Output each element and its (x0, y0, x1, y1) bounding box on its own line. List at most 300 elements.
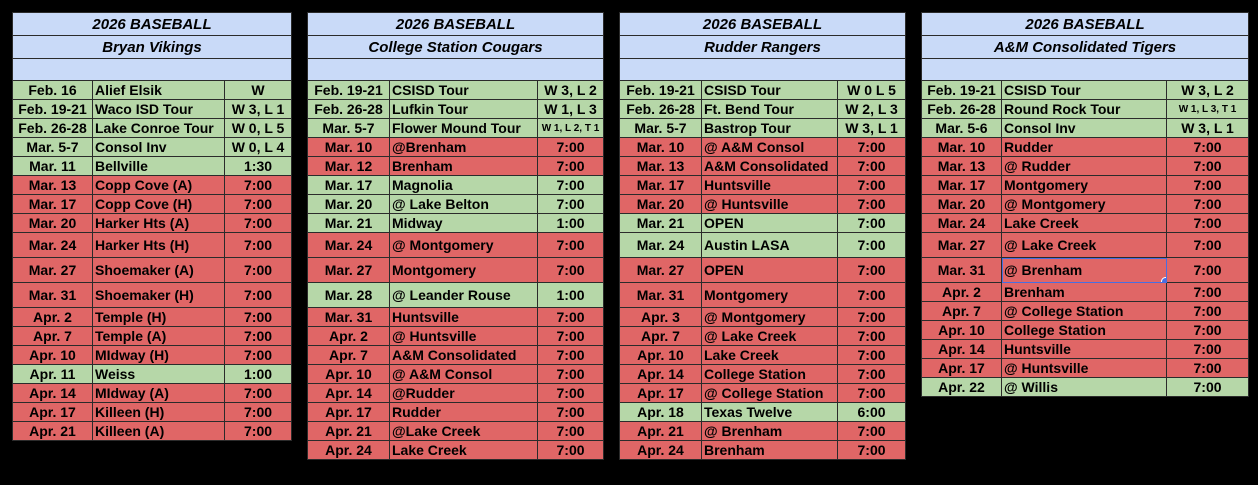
game-opponent-cell[interactable]: CSISD Tour (390, 81, 538, 100)
table-row (13, 365, 292, 384)
table-row (922, 138, 1249, 157)
game-result-cell[interactable]: 7:00 (225, 308, 292, 327)
game-rows (620, 81, 906, 460)
game-result-cell[interactable]: 7:00 (538, 308, 604, 327)
table-row (620, 233, 906, 258)
table-row (13, 403, 292, 422)
game-opponent-cell[interactable]: College Station (702, 365, 838, 384)
game-result-cell[interactable]: 7:00 (225, 258, 292, 283)
game-opponent-cell[interactable]: @ Huntsville (390, 327, 538, 346)
game-result-cell[interactable]: 7:00 (1167, 214, 1249, 233)
table-row (620, 100, 906, 119)
blank-row[interactable] (922, 59, 1249, 81)
game-date-cell[interactable]: Apr. 14 (922, 340, 1002, 359)
game-result-cell[interactable]: 7:00 (225, 403, 292, 422)
game-opponent-cell[interactable]: @ Brenham (702, 422, 838, 441)
game-date-cell[interactable]: Feb. 26-28 (922, 100, 1002, 119)
game-result-cell[interactable]: 7:00 (1167, 359, 1249, 378)
game-date-cell[interactable]: Mar. 11 (13, 157, 93, 176)
table-row (620, 384, 906, 403)
sheet-title[interactable]: 2026 BASEBALL (620, 13, 906, 36)
game-date-cell[interactable]: Apr. 7 (922, 302, 1002, 321)
game-date-cell[interactable]: Apr. 18 (620, 403, 702, 422)
game-date-cell[interactable]: Feb. 19-21 (922, 81, 1002, 100)
team-name[interactable]: A&M Consolidated Tigers (922, 36, 1249, 59)
game-rows (13, 81, 292, 441)
table-row (13, 81, 292, 100)
game-date-cell[interactable]: Mar. 13 (922, 157, 1002, 176)
game-result-cell[interactable]: 7:00 (538, 403, 604, 422)
game-opponent-cell[interactable]: MIdway (A) (93, 384, 225, 403)
game-result-cell[interactable]: 7:00 (538, 441, 604, 460)
game-date-cell[interactable]: Apr. 21 (620, 422, 702, 441)
table-row (922, 340, 1249, 359)
game-rows (308, 81, 604, 460)
table-row (308, 258, 604, 283)
game-date-cell[interactable]: Mar. 31 (922, 258, 1002, 283)
game-date-cell[interactable]: Mar. 5-7 (620, 119, 702, 138)
game-opponent-cell[interactable]: Lake Creek (390, 441, 538, 460)
table-row (620, 365, 906, 384)
table-row (13, 119, 292, 138)
game-result-cell[interactable]: 7:00 (1167, 378, 1249, 397)
sheet-title[interactable]: 2026 BASEBALL (308, 13, 604, 36)
game-date-cell[interactable]: Apr. 2 (13, 308, 93, 327)
table-row (922, 359, 1249, 378)
table-row (620, 195, 906, 214)
game-opponent-cell[interactable]: @ Willis (1002, 378, 1167, 397)
game-opponent-cell[interactable]: Rudder (1002, 138, 1167, 157)
game-opponent-cell[interactable]: Consol Inv (93, 138, 225, 157)
game-opponent-cell[interactable]: @ Lake Creek (702, 327, 838, 346)
game-result-cell[interactable]: W 3, L 1 (838, 119, 906, 138)
table-row (922, 119, 1249, 138)
game-result-cell[interactable]: 7:00 (538, 327, 604, 346)
game-opponent-cell[interactable]: Waco ISD Tour (93, 100, 225, 119)
game-result-cell[interactable]: 7:00 (1167, 283, 1249, 302)
table-row (620, 81, 906, 100)
table-row (922, 81, 1249, 100)
game-date-cell[interactable]: Apr. 10 (922, 321, 1002, 340)
game-result-cell[interactable]: 7:00 (538, 138, 604, 157)
game-date-cell[interactable]: Mar. 17 (13, 195, 93, 214)
game-result-cell[interactable]: W 1, L 2, T 1 (538, 119, 604, 138)
game-opponent-cell[interactable]: Bastrop Tour (702, 119, 838, 138)
game-opponent-cell[interactable]: @ Huntsville (1002, 359, 1167, 378)
table-row (308, 233, 604, 258)
game-date-cell[interactable]: Feb. 16 (13, 81, 93, 100)
game-result-cell[interactable]: 6:00 (838, 403, 906, 422)
sheet-title[interactable]: 2026 BASEBALL (13, 13, 292, 36)
game-result-cell[interactable]: 7:00 (538, 346, 604, 365)
game-date-cell[interactable]: Apr. 2 (308, 327, 390, 346)
table-row (13, 422, 292, 441)
game-opponent-cell[interactable]: Lake Creek (1002, 214, 1167, 233)
game-result-cell[interactable]: 7:00 (225, 422, 292, 441)
game-date-cell[interactable]: Mar. 10 (308, 138, 390, 157)
table-row (308, 365, 604, 384)
blank-row[interactable] (620, 59, 906, 81)
table-row (922, 378, 1249, 397)
table-row (308, 176, 604, 195)
game-result-cell[interactable]: 7:00 (838, 346, 906, 365)
game-result-cell[interactable]: 7:00 (838, 195, 906, 214)
table-row (620, 403, 906, 422)
blank-row[interactable] (308, 59, 604, 81)
game-opponent-cell[interactable]: @Lake Creek (390, 422, 538, 441)
game-opponent-cell[interactable]: @Brenham (390, 138, 538, 157)
table-row (13, 283, 292, 308)
game-date-cell[interactable]: Mar. 17 (620, 176, 702, 195)
game-date-cell[interactable]: Mar. 5-7 (308, 119, 390, 138)
game-opponent-cell[interactable]: Huntsville (702, 176, 838, 195)
game-result-cell[interactable]: 7:00 (538, 384, 604, 403)
game-date-cell[interactable]: Apr. 21 (13, 422, 93, 441)
game-result-cell[interactable]: 1:00 (538, 214, 604, 233)
game-result-cell[interactable]: 7:00 (225, 346, 292, 365)
table-row (922, 258, 1249, 283)
game-opponent-cell[interactable]: Alief Elsik (93, 81, 225, 100)
game-result-cell[interactable]: 7:00 (1167, 340, 1249, 359)
table-row (308, 157, 604, 176)
game-result-cell[interactable]: 7:00 (225, 176, 292, 195)
game-date-cell[interactable]: Apr. 17 (13, 403, 93, 422)
game-result-cell[interactable]: W 3, L 2 (538, 81, 604, 100)
game-opponent-cell[interactable]: @Rudder (390, 384, 538, 403)
game-date-cell[interactable]: Apr. 24 (620, 441, 702, 460)
game-result-cell[interactable]: W 1, L 3 (538, 100, 604, 119)
table-row (922, 321, 1249, 340)
game-opponent-cell[interactable]: Killeen (A) (93, 422, 225, 441)
game-opponent-cell[interactable]: Consol Inv (1002, 119, 1167, 138)
game-opponent-cell[interactable]: Montgomery (390, 258, 538, 283)
game-date-cell[interactable]: Apr. 14 (308, 384, 390, 403)
game-result-cell[interactable]: 7:00 (225, 214, 292, 233)
game-result-cell[interactable]: 7:00 (838, 384, 906, 403)
table-row (620, 258, 906, 283)
game-result-cell[interactable]: 7:00 (538, 233, 604, 258)
game-opponent-cell[interactable]: Austin LASA (702, 233, 838, 258)
game-date-cell[interactable]: Mar. 24 (308, 233, 390, 258)
game-date-cell[interactable]: Mar. 20 (620, 195, 702, 214)
game-opponent-cell[interactable]: @ Huntsville (702, 195, 838, 214)
game-date-cell[interactable]: Mar. 21 (308, 214, 390, 233)
game-result-cell[interactable]: W 0, L 5 (225, 119, 292, 138)
table-row (308, 100, 604, 119)
game-opponent-cell[interactable]: Copp Cove (A) (93, 176, 225, 195)
game-opponent-cell[interactable]: Killeen (H) (93, 403, 225, 422)
game-opponent-cell[interactable]: Brenham (390, 157, 538, 176)
game-opponent-cell[interactable]: @ Montgomery (390, 233, 538, 258)
game-opponent-cell[interactable]: A&M Consolidated (702, 157, 838, 176)
game-date-cell[interactable]: Mar. 24 (13, 233, 93, 258)
game-result-cell[interactable]: 1:00 (538, 283, 604, 308)
table-row (308, 195, 604, 214)
game-opponent-cell[interactable]: @ College Station (702, 384, 838, 403)
game-date-cell[interactable]: Apr. 14 (13, 384, 93, 403)
table-row (13, 195, 292, 214)
game-opponent-cell[interactable]: MIdway (H) (93, 346, 225, 365)
game-date-cell[interactable]: Apr. 2 (922, 283, 1002, 302)
game-opponent-cell[interactable]: Brenham (702, 441, 838, 460)
table-row (620, 441, 906, 460)
blank-row[interactable] (13, 59, 292, 81)
game-result-cell[interactable]: 7:00 (1167, 233, 1249, 258)
game-date-cell[interactable]: Mar. 17 (308, 176, 390, 195)
game-result-cell[interactable]: 7:00 (838, 283, 906, 308)
game-result-cell[interactable]: 7:00 (225, 233, 292, 258)
table-row (922, 176, 1249, 195)
game-date-cell[interactable]: Apr. 17 (922, 359, 1002, 378)
game-date-cell[interactable]: Mar. 28 (308, 283, 390, 308)
game-result-cell[interactable]: 7:00 (838, 327, 906, 346)
game-date-cell[interactable]: Apr. 3 (620, 308, 702, 327)
team-name[interactable]: Bryan Vikings (13, 36, 292, 59)
game-result-cell[interactable]: 1:00 (225, 365, 292, 384)
game-result-cell[interactable]: 7:00 (225, 283, 292, 308)
table-row (308, 422, 604, 441)
game-result-cell[interactable]: 7:00 (225, 384, 292, 403)
game-opponent-cell[interactable]: Ft. Bend Tour (702, 100, 838, 119)
game-result-cell[interactable]: 7:00 (225, 195, 292, 214)
table-row (13, 100, 292, 119)
game-date-cell[interactable]: Apr. 10 (308, 365, 390, 384)
schedule-table-college-station (307, 12, 604, 460)
game-opponent-cell[interactable]: Flower Mound Tour (390, 119, 538, 138)
table-row (922, 283, 1249, 302)
table-row (620, 138, 906, 157)
game-date-cell[interactable]: Feb. 19-21 (308, 81, 390, 100)
game-date-cell[interactable]: Mar. 27 (308, 258, 390, 283)
game-result-cell[interactable]: W 1, L 3, T 1 (1167, 100, 1249, 119)
game-date-cell[interactable]: Feb. 19-21 (13, 100, 93, 119)
game-result-cell[interactable]: 7:00 (1167, 157, 1249, 176)
game-date-cell[interactable]: Apr. 7 (308, 346, 390, 365)
game-result-cell[interactable]: 7:00 (838, 365, 906, 384)
team-name[interactable]: College Station Cougars (308, 36, 604, 59)
game-result-cell[interactable]: 7:00 (838, 441, 906, 460)
game-result-cell[interactable]: 7:00 (1167, 302, 1249, 321)
game-result-cell[interactable]: 7:00 (1167, 176, 1249, 195)
game-result-cell[interactable]: W 0, L 4 (225, 138, 292, 157)
game-date-cell[interactable]: Mar. 31 (620, 283, 702, 308)
game-date-cell[interactable]: Feb. 26-28 (13, 119, 93, 138)
game-date-cell[interactable]: Apr. 10 (13, 346, 93, 365)
game-opponent-cell[interactable]: Midway (390, 214, 538, 233)
game-result-cell[interactable]: 7:00 (1167, 321, 1249, 340)
game-opponent-cell[interactable]: Temple (H) (93, 308, 225, 327)
game-opponent-cell[interactable]: A&M Consolidated (390, 346, 538, 365)
game-result-cell[interactable]: W 3, L 1 (225, 100, 292, 119)
selected-cell[interactable]: @ Brenham (1002, 258, 1167, 283)
game-result-cell[interactable]: 7:00 (838, 258, 906, 283)
table-row (308, 81, 604, 100)
game-opponent-cell[interactable]: @ A&M Consol (702, 138, 838, 157)
game-date-cell[interactable]: Apr. 24 (308, 441, 390, 460)
game-date-cell[interactable]: Mar. 10 (620, 138, 702, 157)
game-result-cell[interactable]: 7:00 (838, 308, 906, 327)
table-row (620, 214, 906, 233)
game-opponent-cell[interactable]: @ Lake Belton (390, 195, 538, 214)
game-opponent-cell[interactable]: @ College Station (1002, 302, 1167, 321)
game-result-cell[interactable]: 7:00 (838, 422, 906, 441)
game-result-cell[interactable]: 7:00 (538, 422, 604, 441)
game-result-cell[interactable]: W 3, L 1 (1167, 119, 1249, 138)
game-opponent-cell[interactable]: @ Rudder (1002, 157, 1167, 176)
table-row (13, 258, 292, 283)
game-result-cell[interactable]: W 2, L 3 (838, 100, 906, 119)
game-result-cell[interactable]: 7:00 (838, 157, 906, 176)
game-date-cell[interactable]: Mar. 20 (13, 214, 93, 233)
table-row (308, 138, 604, 157)
table-row (13, 138, 292, 157)
game-date-cell[interactable]: Mar. 24 (620, 233, 702, 258)
game-result-cell[interactable]: 1:30 (225, 157, 292, 176)
game-date-cell[interactable]: Mar. 5-7 (13, 138, 93, 157)
table-row (308, 327, 604, 346)
table-row (922, 302, 1249, 321)
game-date-cell[interactable]: Mar. 27 (922, 233, 1002, 258)
game-result-cell[interactable]: 7:00 (225, 327, 292, 346)
game-opponent-cell[interactable]: @ A&M Consol (390, 365, 538, 384)
game-result-cell[interactable]: 7:00 (838, 138, 906, 157)
game-rows (922, 81, 1249, 397)
game-opponent-cell[interactable]: CSISD Tour (702, 81, 838, 100)
game-date-cell[interactable]: Mar. 17 (922, 176, 1002, 195)
game-opponent-cell[interactable]: @ Montgomery (702, 308, 838, 327)
game-result-cell[interactable]: 7:00 (838, 176, 906, 195)
fill-handle[interactable] (1161, 277, 1167, 283)
game-date-cell[interactable]: Mar. 27 (13, 258, 93, 283)
schedule-table-rudder (619, 12, 906, 460)
game-opponent-cell[interactable]: Montgomery (1002, 176, 1167, 195)
game-result-cell[interactable]: 7:00 (538, 157, 604, 176)
game-opponent-cell[interactable]: CSISD Tour (1002, 81, 1167, 100)
game-date-cell[interactable]: Apr. 11 (13, 365, 93, 384)
game-opponent-cell[interactable]: OPEN (702, 258, 838, 283)
game-opponent-cell[interactable]: Shoemaker (A) (93, 258, 225, 283)
game-opponent-cell[interactable]: Round Rock Tour (1002, 100, 1167, 119)
game-result-cell[interactable]: W 0 L 5 (838, 81, 906, 100)
sheet-title[interactable]: 2026 BASEBALL (922, 13, 1249, 36)
game-date-cell[interactable]: Mar. 20 (308, 195, 390, 214)
game-date-cell[interactable]: Apr. 21 (308, 422, 390, 441)
game-opponent-cell[interactable]: Weiss (93, 365, 225, 384)
game-result-cell[interactable]: 7:00 (838, 233, 906, 258)
table-row (308, 119, 604, 138)
table-row (308, 403, 604, 422)
game-opponent-cell[interactable]: Lake Creek (702, 346, 838, 365)
game-opponent-cell[interactable]: @ Montgomery (1002, 195, 1167, 214)
game-opponent-cell[interactable]: Magnolia (390, 176, 538, 195)
table-row (13, 327, 292, 346)
game-date-cell[interactable]: Apr. 22 (922, 378, 1002, 397)
game-date-cell[interactable]: Apr. 14 (620, 365, 702, 384)
game-date-cell[interactable]: Feb. 26-28 (308, 100, 390, 119)
game-opponent-cell[interactable]: Texas Twelve (702, 403, 838, 422)
game-date-cell[interactable]: Mar. 21 (620, 214, 702, 233)
table-row (620, 327, 906, 346)
game-date-cell[interactable]: Mar. 13 (13, 176, 93, 195)
game-opponent-cell[interactable]: @ Leander Rouse (390, 283, 538, 308)
game-opponent-cell[interactable]: Bellville (93, 157, 225, 176)
table-row (620, 157, 906, 176)
game-date-cell[interactable]: Apr. 17 (308, 403, 390, 422)
table-row (922, 195, 1249, 214)
game-date-cell[interactable]: Mar. 31 (13, 283, 93, 308)
table-row (308, 283, 604, 308)
game-result-cell[interactable]: 7:00 (538, 258, 604, 283)
game-date-cell[interactable]: Mar. 12 (308, 157, 390, 176)
game-opponent-cell[interactable]: Temple (A) (93, 327, 225, 346)
table-row (308, 308, 604, 327)
schedule-table-bryan (12, 12, 292, 441)
game-result-cell[interactable]: 7:00 (538, 176, 604, 195)
game-result-cell[interactable]: 7:00 (838, 214, 906, 233)
game-opponent-cell[interactable]: Harker Hts (A) (93, 214, 225, 233)
game-result-cell[interactable]: 7:00 (1167, 258, 1249, 283)
game-opponent-cell[interactable]: Rudder (390, 403, 538, 422)
game-opponent-cell[interactable]: OPEN (702, 214, 838, 233)
game-date-cell[interactable]: Mar. 10 (922, 138, 1002, 157)
game-opponent-cell[interactable]: Lake Conroe Tour (93, 119, 225, 138)
table-row (13, 346, 292, 365)
table-row (620, 422, 906, 441)
game-date-cell[interactable]: Mar. 20 (922, 195, 1002, 214)
table-row (922, 233, 1249, 258)
game-opponent-cell[interactable]: Lufkin Tour (390, 100, 538, 119)
game-date-cell[interactable]: Feb. 19-21 (620, 81, 702, 100)
game-opponent-cell[interactable]: Harker Hts (H) (93, 233, 225, 258)
game-opponent-cell[interactable]: Montgomery (702, 283, 838, 308)
game-result-cell[interactable]: 7:00 (538, 365, 604, 384)
game-date-cell[interactable]: Mar. 31 (308, 308, 390, 327)
table-row (13, 157, 292, 176)
game-result-cell[interactable]: W 3, L 2 (1167, 81, 1249, 100)
game-date-cell[interactable]: Apr. 7 (620, 327, 702, 346)
schedule-table-am-consolidated (921, 12, 1249, 397)
game-date-cell[interactable]: Feb. 26-28 (620, 100, 702, 119)
game-date-cell[interactable]: Mar. 27 (620, 258, 702, 283)
game-opponent-cell[interactable]: Huntsville (390, 308, 538, 327)
game-date-cell[interactable]: Mar. 13 (620, 157, 702, 176)
game-opponent-cell[interactable]: Huntsville (1002, 340, 1167, 359)
game-date-cell[interactable]: Apr. 7 (13, 327, 93, 346)
table-row (308, 214, 604, 233)
game-date-cell[interactable]: Apr. 17 (620, 384, 702, 403)
table-row (922, 214, 1249, 233)
game-result-cell[interactable]: 7:00 (538, 195, 604, 214)
game-date-cell[interactable]: Apr. 10 (620, 346, 702, 365)
game-date-cell[interactable]: Mar. 5-6 (922, 119, 1002, 138)
table-row (620, 346, 906, 365)
table-row (13, 384, 292, 403)
game-opponent-cell[interactable]: @ Lake Creek (1002, 233, 1167, 258)
table-row (13, 308, 292, 327)
game-opponent-cell[interactable]: Brenham (1002, 283, 1167, 302)
table-row (13, 233, 292, 258)
team-name[interactable]: Rudder Rangers (620, 36, 906, 59)
game-opponent-cell[interactable]: Copp Cove (H) (93, 195, 225, 214)
game-result-cell[interactable]: W (225, 81, 292, 100)
game-opponent-cell[interactable]: Shoemaker (H) (93, 283, 225, 308)
table-row (13, 176, 292, 195)
game-result-cell[interactable]: 7:00 (1167, 138, 1249, 157)
game-result-cell[interactable]: 7:00 (1167, 195, 1249, 214)
game-opponent-cell[interactable]: College Station (1002, 321, 1167, 340)
game-date-cell[interactable]: Mar. 24 (922, 214, 1002, 233)
table-row (620, 119, 906, 138)
